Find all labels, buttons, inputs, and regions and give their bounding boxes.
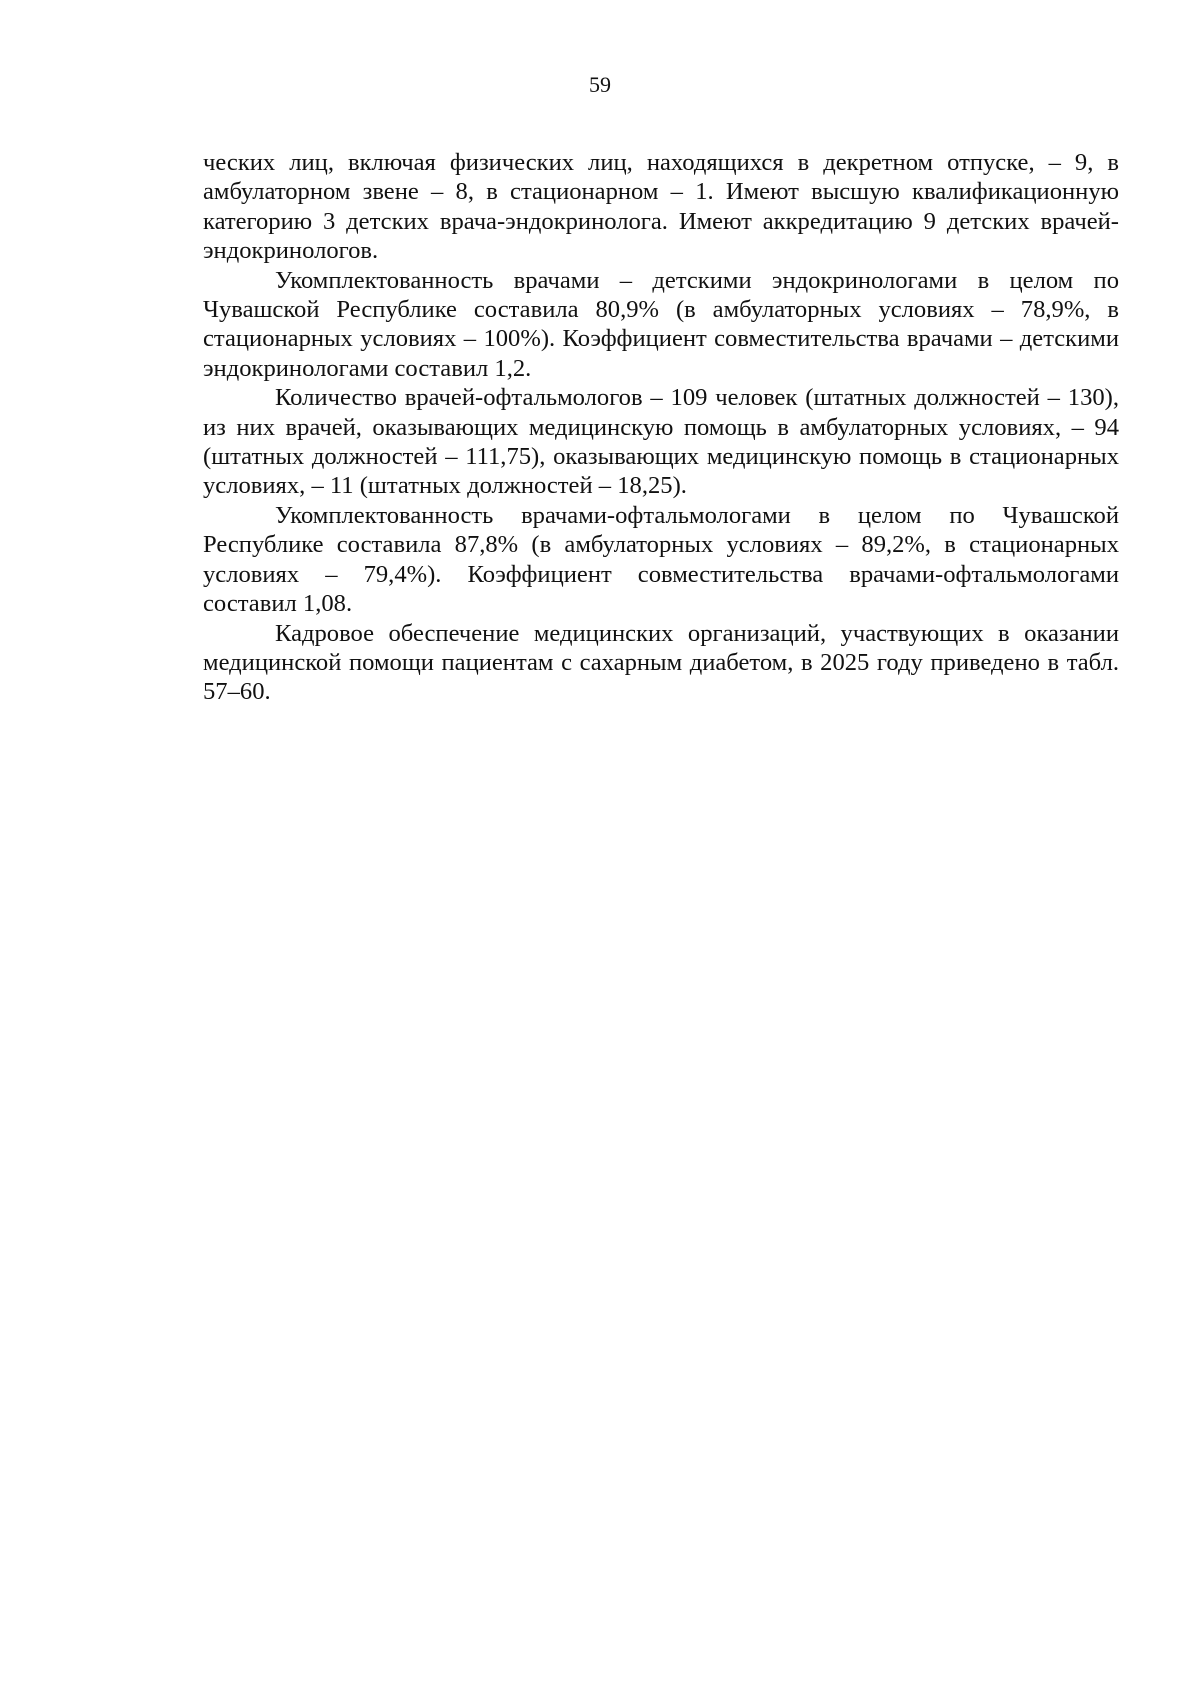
paragraph-continuation: ческих лиц, включая физических лиц, находящихся в декретном отпуске, – 9, в амбулаторном звене – 8, в стационарном – 1. Имеют высшую квалификационную категорию 3 детских врача-эндокринолога. Имеют аккредитацию 9 детских врачей-эндокринологов. [203,149,1119,265]
paragraph-ophthalmologists-staffing: Укомплектованность врачами-офтальмологами в целом по Чувашской Республике составила 87,8% (в амбулаторных условиях – 89,2%, в стационарных условиях – 79,4%). Коэффициент совместительства врачами-офтальмологами составил 1,08. [203,501,1119,618]
paragraph-pediatric-endocrinologists-staffing: Укомплектованность врачами – детскими эндокринологами в целом по Чувашской Республике составила 80,9% (в амбулаторных условиях – 78,9%, в стационарных условиях – 100%). Коэффициент совместительства врачами – детскими эндокринологами составил 1,2. [203,266,1119,382]
paragraph-tables-reference: Кадровое обеспечение медицинских организаций, участвующих в оказании медицинской помощи пациентам с сахарным диабетом, в 2025 году приведено в табл. 57–60. [203,619,1119,706]
paragraph-ophthalmologists-count: Количество врачей-офтальмологов – 109 человек (штатных должностей – 130), из них врачей, оказывающих медицинскую помощь в амбулаторных условиях, – 94 (штатных должностей – 111,75), оказывающих медицинскую помощь в стационарных условиях, – 11 (штатных должностей – 18,25). [203,384,1119,500]
page-number: 59 [589,72,611,97]
body-text [203,148,1119,707]
